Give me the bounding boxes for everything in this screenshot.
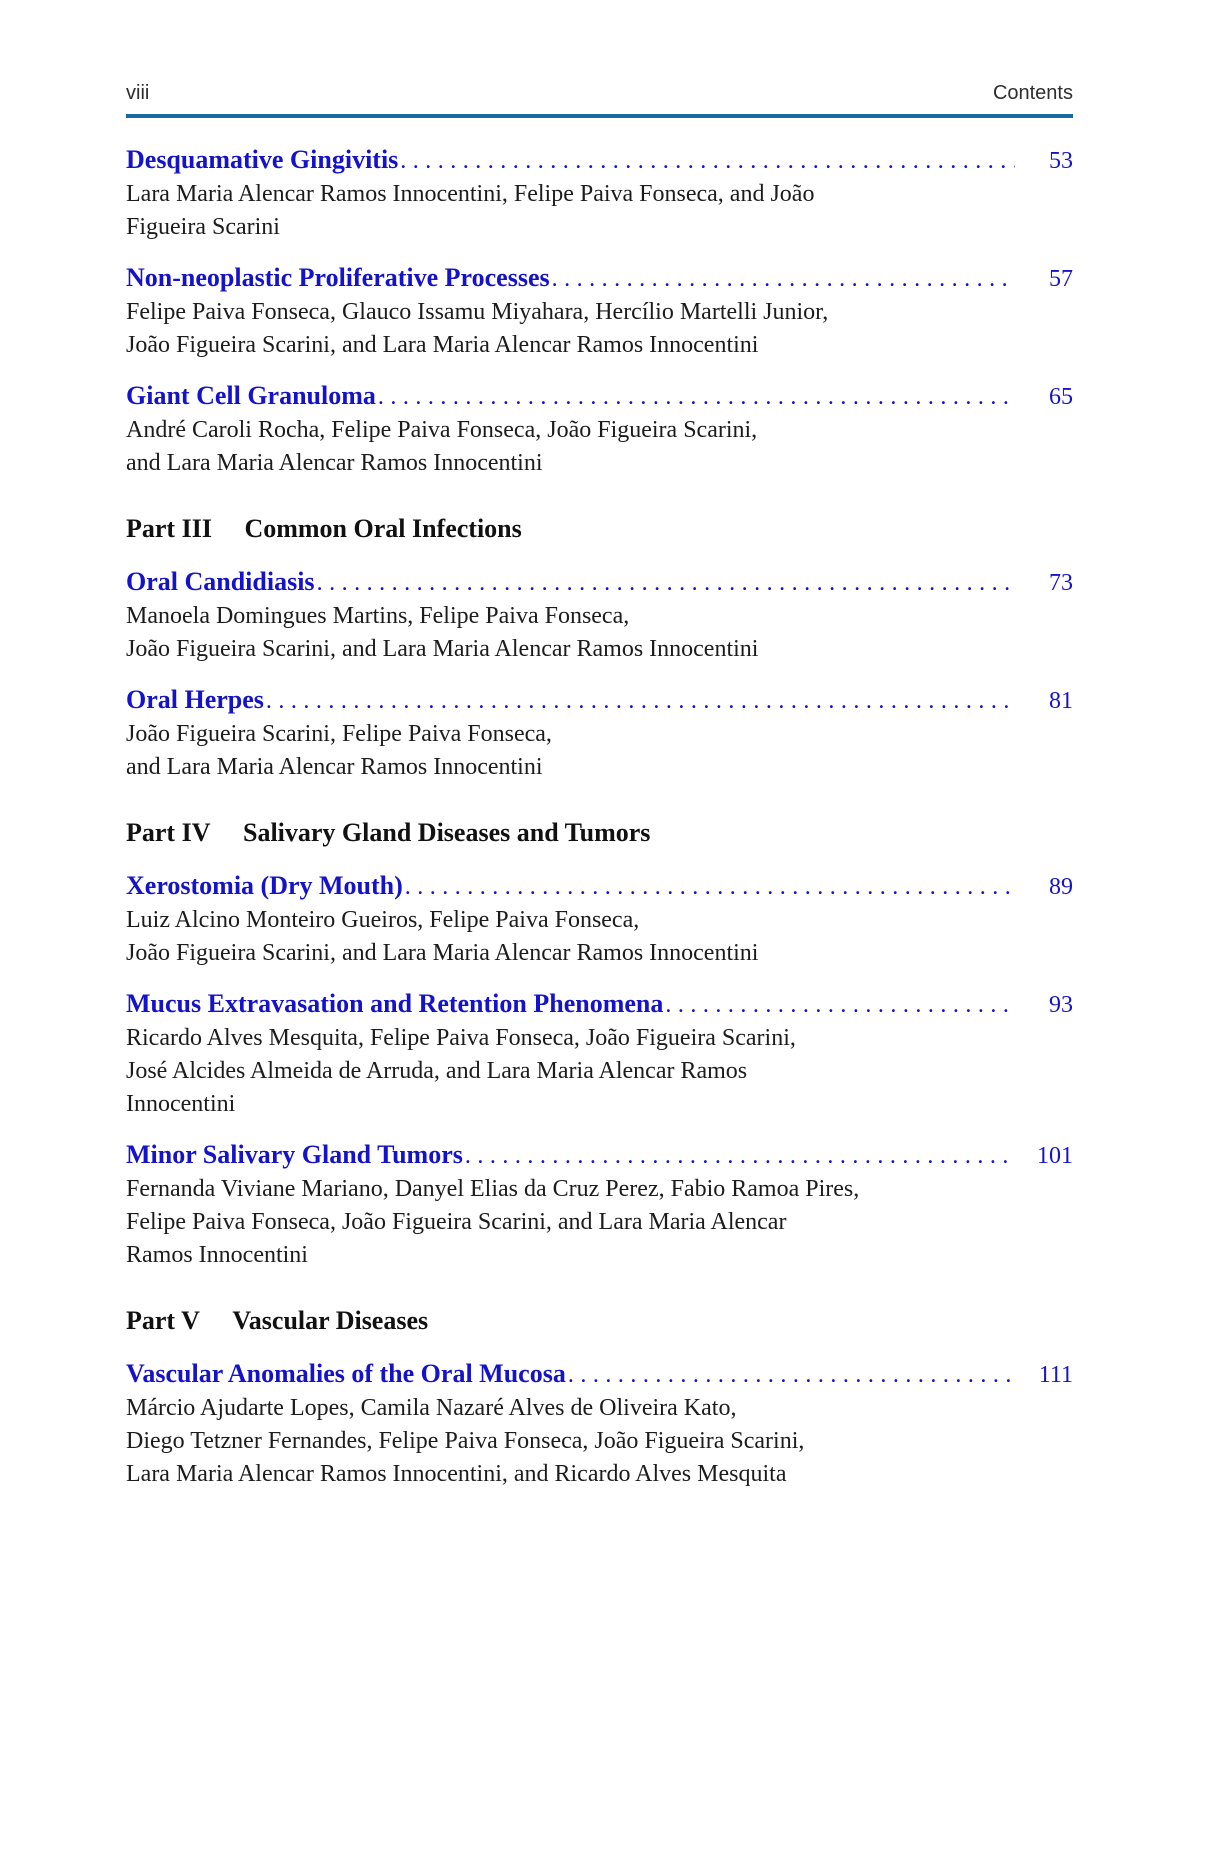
part-title: Vascular Diseases [232, 1306, 429, 1335]
author-line: João Figueira Scarini, and Lara Maria Alencar Ramos Innocentini [126, 636, 759, 662]
toc-entry [126, 987, 1073, 1121]
author-line: Fernanda Viviane Mariano, Danyel Elias da Cruz Perez, Fabio Ramoa Pires, [126, 1176, 860, 1202]
dot-leader [568, 1359, 1015, 1392]
toc-entry [126, 565, 1073, 666]
part-title: Common Oral Infections [244, 514, 522, 543]
dot-leader [405, 871, 1015, 904]
page-number[interactable]: 65 [1049, 384, 1073, 410]
toc-entry-link[interactable] [126, 869, 1073, 904]
dot-leader [266, 685, 1015, 718]
author-line: José Alcides Almeida de Arruda, and Lara Maria Alencar Ramos [126, 1058, 748, 1084]
author-line: João Figueira Scarini, and Lara Maria Alencar Ramos Innocentini [126, 332, 759, 358]
part-heading [126, 816, 1073, 849]
part-heading [126, 1304, 1073, 1337]
toc-entry [126, 683, 1073, 784]
toc-entry [126, 1357, 1073, 1491]
toc-entry-link[interactable] [126, 1138, 1073, 1173]
author-line: João Figueira Scarini, Felipe Paiva Fonseca, [126, 721, 552, 747]
part-label: Part V [126, 1306, 200, 1335]
author-line: Lara Maria Alencar Ramos Innocentini, and Ricardo Alves Mesquita [126, 1461, 787, 1487]
chapter-title[interactable]: Non-neoplastic Proliferative Processes [126, 263, 550, 292]
toc-entry [126, 869, 1073, 970]
chapter-title[interactable]: Oral Candidiasis [126, 567, 315, 596]
dot-leader [665, 989, 1015, 1022]
running-title: Contents [992, 82, 1073, 104]
author-line: Innocentini [126, 1091, 236, 1117]
author-line: João Figueira Scarini, and Lara Maria Alencar Ramos Innocentini [126, 940, 759, 966]
page-number[interactable]: 53 [1049, 148, 1073, 174]
toc-entry-link[interactable] [126, 565, 1073, 600]
author-line: Lara Maria Alencar Ramos Innocentini, Felipe Paiva Fonseca, and João [126, 181, 815, 207]
page-number[interactable]: 81 [1049, 688, 1073, 714]
author-line: Diego Tetzner Fernandes, Felipe Paiva Fonseca, João Figueira Scarini, [126, 1428, 805, 1454]
page-number[interactable]: 111 [1038, 1362, 1073, 1388]
page-number[interactable]: 93 [1049, 992, 1073, 1018]
chapter-title[interactable]: Desquamative Gingivitis [126, 145, 399, 174]
chapter-title[interactable]: Vascular Anomalies of the Oral Mucosa [126, 1359, 566, 1388]
author-line: Luiz Alcino Monteiro Gueiros, Felipe Paiva Fonseca, [126, 907, 640, 933]
author-line: and Lara Maria Alencar Ramos Innocentini [126, 450, 543, 476]
chapter-title[interactable]: Xerostomia (Dry Mouth) [126, 871, 403, 900]
running-header [126, 82, 1073, 105]
dot-leader [465, 1140, 1015, 1173]
chapter-title[interactable]: Mucus Extravasation and Retention Phenomena [126, 989, 664, 1018]
page-number[interactable]: 89 [1049, 874, 1073, 900]
toc-entry [126, 143, 1073, 244]
toc-entry-link[interactable] [126, 143, 1073, 178]
toc-entry-link[interactable] [126, 261, 1073, 296]
part-label: Part IV [126, 818, 211, 847]
toc-entry-link[interactable] [126, 379, 1073, 414]
author-line: Felipe Paiva Fonseca, Glauco Issamu Miyahara, Hercílio Martelli Junior, [126, 299, 829, 325]
toc-entry-link[interactable] [126, 683, 1073, 718]
part-label: Part III [126, 514, 212, 543]
part-title: Salivary Gland Diseases and Tumors [242, 818, 651, 847]
chapter-title[interactable]: Oral Herpes [126, 685, 264, 714]
toc-entry [126, 379, 1073, 480]
author-line: Felipe Paiva Fonseca, João Figueira Scarini, and Lara Maria Alencar [126, 1209, 787, 1235]
dot-leader [552, 263, 1015, 296]
toc-entry-link[interactable] [126, 1357, 1073, 1392]
author-line: André Caroli Rocha, Felipe Paiva Fonseca, João Figueira Scarini, [126, 417, 758, 443]
chapter-title[interactable]: Giant Cell Granuloma [126, 381, 376, 410]
author-line: and Lara Maria Alencar Ramos Innocentini [126, 754, 543, 780]
dot-leader [400, 145, 1015, 178]
table-of-contents [126, 143, 1073, 1491]
chapter-title[interactable]: Minor Salivary Gland Tumors [126, 1140, 463, 1169]
toc-entry-link[interactable] [126, 987, 1073, 1022]
author-line: Ramos Innocentini [126, 1242, 308, 1268]
header-rule [126, 114, 1073, 118]
page-number[interactable]: 73 [1049, 570, 1073, 596]
part-heading [126, 512, 1073, 545]
page-number[interactable]: 57 [1049, 266, 1073, 292]
toc-entry [126, 1138, 1073, 1272]
folio-page-number: viii [126, 82, 150, 104]
author-line: Ricardo Alves Mesquita, Felipe Paiva Fonseca, João Figueira Scarini, [126, 1025, 796, 1051]
author-line: Manoela Domingues Martins, Felipe Paiva Fonseca, [126, 603, 630, 629]
page-number[interactable]: 101 [1037, 1143, 1073, 1169]
author-line: Márcio Ajudarte Lopes, Camila Nazaré Alves de Oliveira Kato, [126, 1395, 737, 1421]
toc-entry [126, 261, 1073, 362]
dot-leader [378, 381, 1015, 414]
dot-leader [317, 567, 1015, 600]
author-line: Figueira Scarini [126, 214, 280, 240]
